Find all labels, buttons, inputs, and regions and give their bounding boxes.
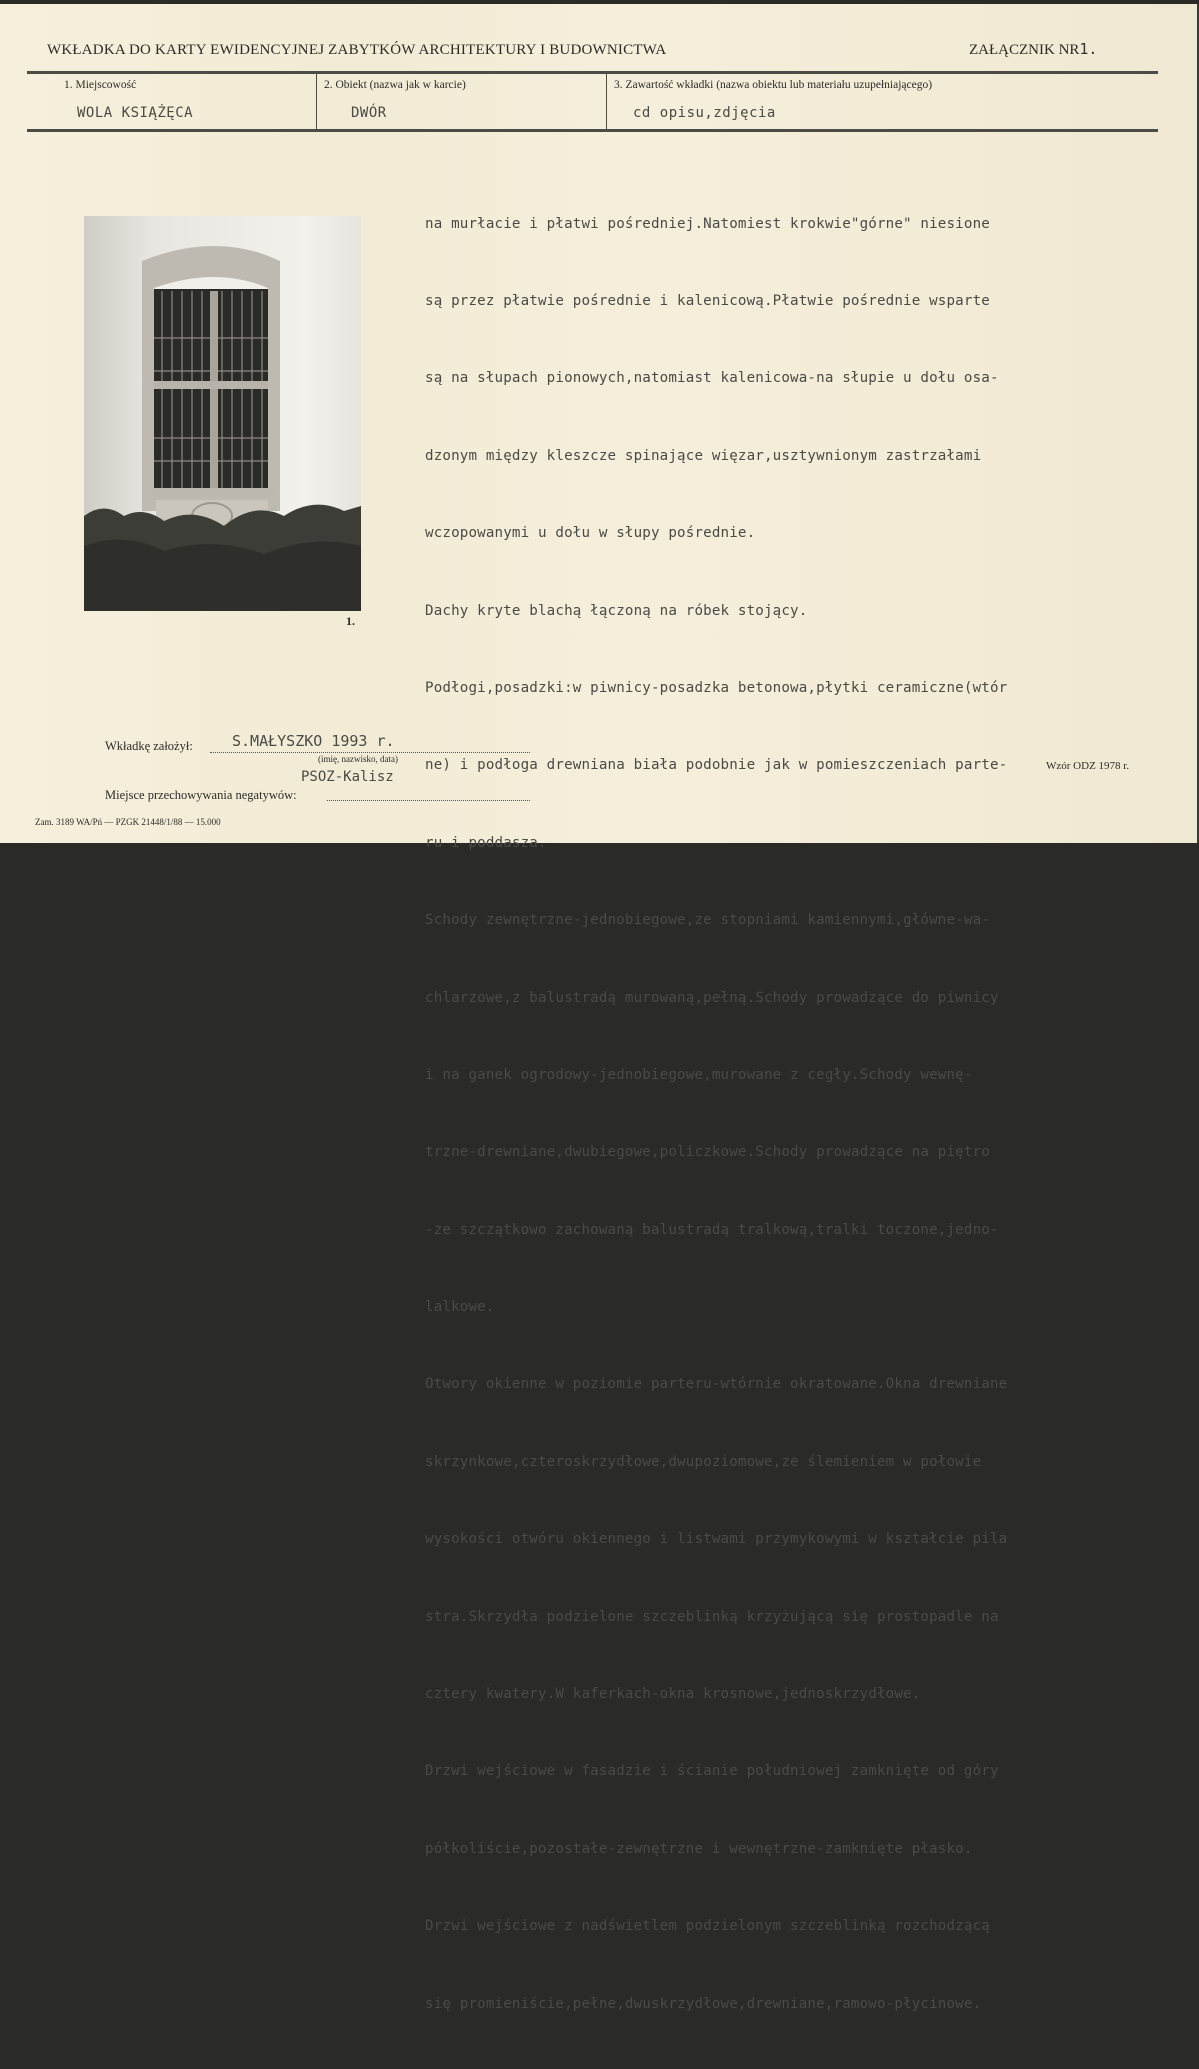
text-line: Schody zewnętrzne-jednobiegowe,ze stopniami kamiennymi,główne-wa- [425, 912, 990, 929]
negatives-label: Miejsce przechowywania negatywów: [105, 788, 297, 802]
text-line: wysokości otwóru okiennego i listwami przymykowymi w kształcie pila [425, 1531, 1008, 1548]
text-line: i na ganek ogrodowy-jednobiegowe,murowane z cegły.Schody wewnę- [425, 1066, 973, 1083]
text-line: są przez płatwie pośrednie i kalenicową.Płatwie pośrednie wsparte [425, 292, 990, 309]
text-line: trzne-drewniane,dwubiegowe,policzkowe.Schody prowadzące na piętro [425, 1144, 990, 1161]
header-top-rule [27, 71, 1158, 74]
text-line: Dachy kryte blachą łączoną na róbek stojący. [425, 602, 808, 619]
annex-label: ZAŁĄCZNIK NR [969, 42, 1080, 58]
text-line: cztery kwatery.W kaferkach-okna krosnowe,jednoskrzydłowe. [425, 1686, 921, 1703]
text-line: -ze szczątkowo zachowaną balustradą tralkową,tralki toczone,jedno- [425, 1221, 999, 1238]
window-photo-icon [84, 216, 361, 611]
text-line: na murłacie i płatwi pośredniej.Natomiest krokwie"górne" niesione [425, 215, 990, 232]
description-text [425, 160, 1125, 2069]
author-hint: (imię, nazwisko, data) [318, 754, 398, 764]
text-line: dzonym między kleszcze spinające więzar,usztywnionym zastrzałami [425, 447, 982, 464]
contents-label: 3. Zawartość wkładki (nazwa obiektu lub materiału uzupełniającego) [614, 79, 933, 91]
field-divider-2 [606, 74, 607, 130]
locality-label: 1. Miejscowość [64, 79, 137, 91]
record-sheet [0, 4, 1199, 2012]
locality-value: WOLA KSIĄŻĘCA [77, 105, 194, 121]
text-line: chlarzowe,z balustradą murowaną,pełną.Schody prowadzące do piwnicy [425, 989, 999, 1006]
header-bottom-rule [27, 129, 1158, 132]
text-line: ne) i podłoga drewniana biała podobnie jak w pomieszczeniach parte- [425, 757, 1008, 774]
institution-value: PSOZ-Kalisz [301, 769, 394, 785]
text-line: ru i poddasza. [425, 834, 547, 851]
annex-number [969, 40, 1097, 59]
author-value: S.MAŁYSZKO 1993 r. [232, 732, 395, 750]
object-label: 2. Obiekt (nazwa jak w karcie) [324, 79, 466, 91]
text-line: lalkowe. [425, 1299, 495, 1316]
text-line: Podłogi,posadzki:w piwnicy-posadzka betonowa,płytki ceramiczne(wtór [425, 679, 1008, 696]
author-dotted-line [210, 752, 530, 753]
object-value: DWÓR [351, 105, 387, 121]
annex-value: 1. [1079, 40, 1098, 58]
text-line: Drzwi wejściowe w fasadzie i ścianie południowej zamknięte od góry [425, 1763, 999, 1780]
negatives-dotted-line [327, 800, 530, 801]
print-info: Zam. 3189 WA/Pń — PZGK 21448/1/88 — 15.000 [35, 817, 221, 827]
photo-number: 1. [346, 614, 355, 628]
text-line: stra.Skrzydła podzielone szczeblinką krzyżującą się prostopadle na [425, 1608, 999, 1625]
document-title: WKŁADKA DO KARTY EWIDENCYJNEJ ZABYTKÓW ARCHITEKTURY I BUDOWNICTWA [47, 42, 667, 58]
author-label: Wkładkę założył: [105, 739, 193, 753]
text-line: się promieniście,pełne,dwuskrzydłowe,drewniane,ramowo-płycinowe. [425, 1995, 982, 2012]
text-line: Otwory okienne w poziomie parteru-wtórnie okratowane.Okna drewniane [425, 1376, 1008, 1393]
text-line: są na słupach pionowych,natomiast kalenicowa-na słupie u dołu osa- [425, 370, 999, 387]
text-line: skrzynkowe,czteroskrzydłowe,dwupoziomowe,ze ślemieniem w połowie [425, 1453, 982, 1470]
contents-value: cd opisu,zdjęcia [633, 105, 776, 121]
text-line: Drzwi wejściowe z nadświetlem podzielonym szczeblinką rozchodzącą [425, 1918, 990, 1935]
field-divider-1 [316, 74, 317, 130]
template-note: Wzór ODZ 1978 r. [1046, 760, 1130, 772]
text-line: półkoliście,pozostałe-zewnętrzne i wewnętrzne-zamknięte płasko. [425, 1840, 973, 1857]
photo-window [84, 216, 361, 611]
text-line: wczopowanymi u dołu w słupy pośrednie. [425, 525, 756, 542]
